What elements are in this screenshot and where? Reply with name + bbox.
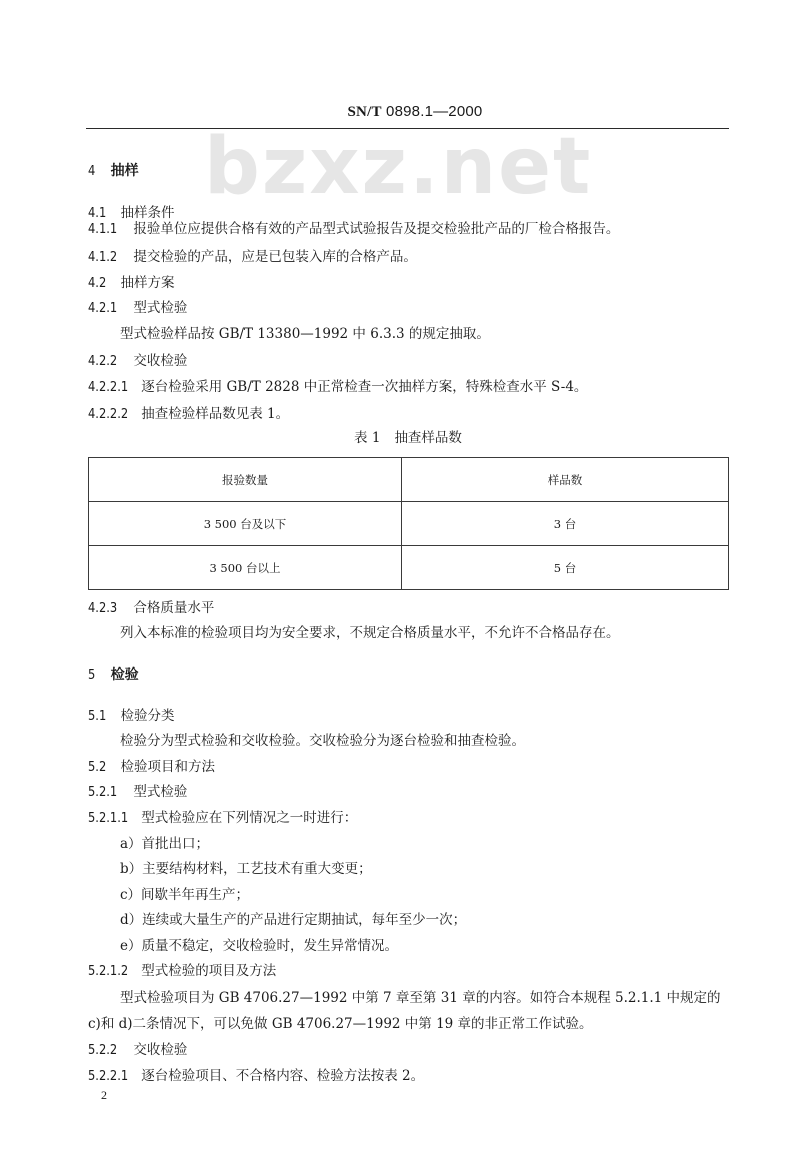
table-cell: 3 500 台及以下 (89, 502, 402, 546)
section-4-2-2-heading (88, 352, 187, 370)
section-number: 4.2 (88, 275, 107, 291)
clause-4-2-2-1 (88, 378, 587, 396)
clause-text: 报验单位应提供合格有效的产品型式试验报告及提交检验批产品的厂检合格报告。 (133, 221, 620, 237)
section-4-2-3-body: 列入本标准的检验项目均为安全要求，不规定合格质量水平，不允许不合格品存在。 (120, 625, 620, 641)
section-title: 型式检验 (133, 784, 188, 800)
section-number: 4.2.1 (88, 300, 118, 316)
section-title: 合格质量水平 (133, 600, 215, 616)
section-number: 4 (88, 163, 96, 179)
clause-4-2-2-2 (88, 405, 289, 423)
watermark: bzxz.net (204, 122, 593, 212)
clause-text: 逐台检验项目、不合格内容、检验方法按表 2。 (141, 1068, 425, 1084)
list-item-e: e）质量不稳定，交收检验时，发生异常情况。 (120, 938, 398, 954)
clause-text: 型式检验应在下列情况之一时进行： (141, 810, 358, 826)
section-title: 型式检验 (133, 300, 188, 316)
section-number: 5 (88, 667, 96, 683)
section-title: 交收检验 (133, 1042, 188, 1058)
section-title: 检验 (110, 667, 139, 683)
section-title: 检验项目和方法 (120, 759, 215, 775)
section-number: 5.2.1.2 (88, 963, 129, 979)
list-item-a: a）首批出口； (120, 836, 210, 852)
clause-number: 4.2.2.1 (88, 379, 129, 395)
page-number: 2 (101, 1088, 107, 1102)
clause-4-1-1 (88, 220, 619, 238)
clause-number: 4.1.1 (88, 221, 118, 237)
section-5-2-1-2-body-line-1: 型式检验项目为 GB 4706.27—1992 中第 7 章至第 31 章的内容。如符合本规程 5.2.1.1 中规定的 (120, 990, 721, 1006)
section-4-2-3-heading (88, 599, 214, 617)
section-5-2-1-2-body-line-2: c)和 d)二条情况下，可以免做 GB 4706.27—1992 中第 19 章的非正常工作试验。 (88, 1016, 593, 1032)
section-5-2-2-heading (88, 1041, 187, 1059)
section-5-2-1-2-heading (88, 962, 276, 980)
table-caption-label: 表 1 (354, 430, 381, 446)
table-row (89, 546, 729, 590)
list-item-d: d）连续或大量生产的产品进行定期抽试，每年至少一次； (120, 912, 467, 928)
section-title: 抽样 (110, 163, 139, 179)
clause-text: 抽查检验样品数见表 1。 (141, 406, 290, 422)
section-number: 5.2.1 (88, 784, 118, 800)
list-item-b: b）主要结构材料，工艺技术有重大变更； (120, 861, 372, 877)
clause-text: 逐台检验采用 GB/T 2828 中正常检查一次抽样方案，特殊检查水平 S-4。 (141, 379, 588, 395)
column-header-sample-count: 样品数 (402, 458, 729, 502)
clause-number: 4.2.2.2 (88, 406, 129, 422)
table-cell: 5 台 (402, 546, 729, 590)
section-4-2-1-heading (88, 299, 187, 317)
column-header-inspection-quantity: 报验数量 (89, 458, 402, 502)
section-4-heading (88, 162, 139, 180)
section-title: 检验分类 (120, 708, 175, 724)
clause-number: 5.2.2.1 (88, 1068, 129, 1084)
list-item-c: c）间歇半年再生产； (120, 887, 250, 903)
clause-number: 4.1.2 (88, 249, 118, 265)
section-number: 4.2.3 (88, 600, 118, 616)
section-number: 5.2 (88, 759, 107, 775)
table-cell: 3 台 (402, 502, 729, 546)
standard-code-prefix: SN/T (347, 104, 382, 120)
section-5-2-heading (88, 758, 215, 776)
section-title: 型式检验的项目及方法 (141, 963, 277, 979)
section-5-1-heading (88, 707, 174, 725)
section-number: 5.1 (88, 708, 107, 724)
standard-code-number: 0898.1—2000 (386, 103, 483, 120)
section-title: 抽样方案 (120, 275, 175, 291)
standard-code-header (0, 103, 800, 121)
sample-quantity-table (88, 457, 729, 590)
clause-number: 5.2.1.1 (88, 810, 129, 826)
clause-text: 提交检验的产品，应是已包装入库的合格产品。 (133, 249, 417, 265)
section-number: 4.2.2 (88, 353, 118, 369)
clause-5-2-1-1 (88, 809, 357, 827)
section-title: 抽样条件 (120, 205, 175, 221)
clause-4-1-2 (88, 248, 417, 266)
section-5-2-1-heading (88, 783, 187, 801)
table-caption-title: 抽查样品数 (394, 430, 462, 446)
table-header-row (89, 458, 729, 502)
section-number: 5.2.2 (88, 1042, 118, 1058)
section-4-2-heading (88, 274, 174, 292)
section-4-2-1-body: 型式检验样品按 GB/T 13380—1992 中 6.3.3 的规定抽取。 (120, 326, 490, 342)
clause-5-2-2-1 (88, 1067, 424, 1085)
section-5-1-body: 检验分为型式检验和交收检验。交收检验分为逐台检验和抽查检验。 (120, 733, 525, 749)
section-5-heading (88, 666, 139, 684)
section-number: 4.1 (88, 205, 107, 221)
table-cell: 3 500 台以上 (89, 546, 402, 590)
section-title: 交收检验 (133, 353, 188, 369)
table-row (89, 502, 729, 546)
table-1-caption (0, 429, 800, 447)
